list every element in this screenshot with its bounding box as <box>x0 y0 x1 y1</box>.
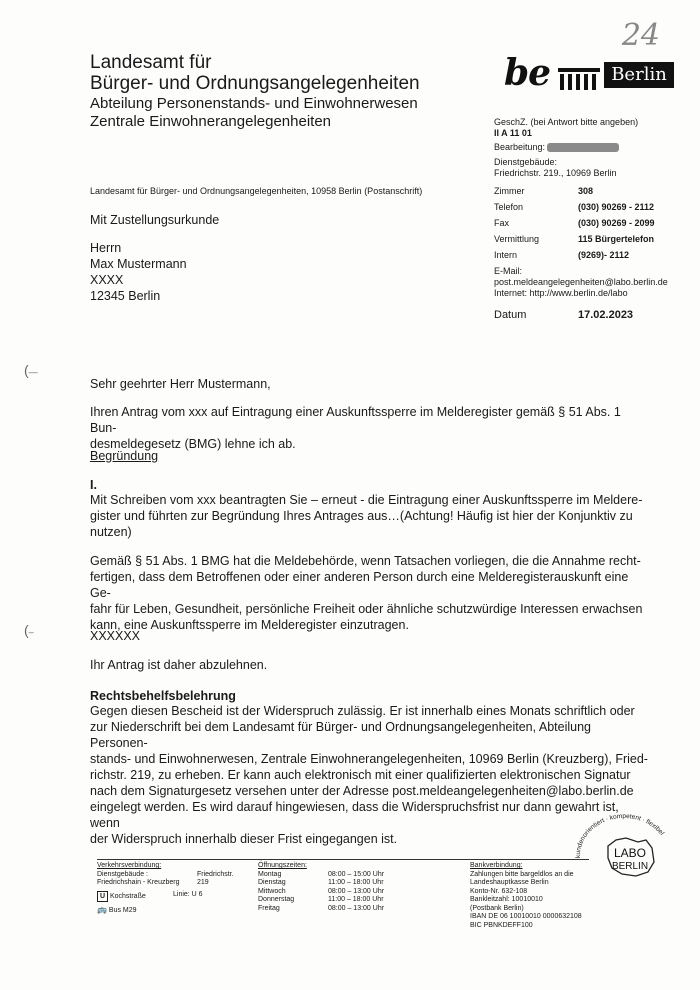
footer-bus <box>97 906 247 916</box>
reference-value: II A 11 01 <box>494 128 532 138</box>
organization-name <box>90 52 420 94</box>
org-line-3: Abteilung Personenstands- und Einwohnerwesen <box>90 95 418 112</box>
text-line: der Widerspruch innerhalb dieser Frist eingegangen ist. <box>90 832 398 846</box>
footer-text: Zahlungen bitte bargeldlos an die <box>470 870 574 878</box>
organization-department <box>90 95 418 131</box>
footer-text: Landeshauptkasse Berlin <box>470 879 549 886</box>
hours-row <box>258 888 398 897</box>
footer-text: Bus M29 <box>108 906 137 914</box>
text-line: Mit Schreiben vom xxx beantragten Sie – erneut - die Eintragung einer Auskunftssperre im Meldere- <box>90 493 643 507</box>
seal-line-1: LABO <box>613 846 647 860</box>
seal-arc-text: kundenorientiert · kompetent · flexibel <box>574 812 666 859</box>
row-label: Vermittlung <box>494 234 540 244</box>
sender-line: Landesamt für Bürger- und Ordnungsangelegenheiten, 10958 Berlin (Postanschrift) <box>90 186 423 196</box>
reference-label: GeschZ. (bei Antwort bitte angeben) <box>494 117 639 127</box>
section-roman: I. <box>90 478 97 492</box>
footer-text: Kochstraße <box>109 892 146 900</box>
recipient-name: Max Mustermann <box>90 257 187 271</box>
heading-begruendung: Begründung <box>90 449 159 463</box>
text-line: zur Niederschrift bei dem Landesamt für Bürger- und Ordnungsangelegenheiten, Abteilung Personen- <box>90 720 592 750</box>
text-line: stands- und Einwohnerwesen, Zentrale Einwohnerangelegenheiten, 10969 Berlin (Kreuzberg), Fried- <box>90 752 648 766</box>
margin-mark: (– <box>24 622 34 638</box>
bearbeitung <box>494 142 619 153</box>
text-line: nach dem Signaturgesetz versehen unter der Adresse post.meldeangelegenheiten@labo.berlin.de <box>90 784 634 798</box>
footer-divider <box>97 859 589 860</box>
text-line: nutzen) <box>90 525 132 539</box>
paragraph-application <box>90 492 650 540</box>
logo-be-text: be <box>504 52 551 94</box>
footer-opening-hours <box>258 862 398 913</box>
delivery-method: Mit Zustellungsurkunde <box>90 213 220 227</box>
text-line: richstr. 219, zu erheben. Er kann auch elektronisch mit einer qualifizierten elektronischen Signatur <box>90 768 631 782</box>
org-line-1: Landesamt für <box>90 52 212 73</box>
footer-text: 11:00 – 18:00 Uhr <box>328 896 384 903</box>
internet-link[interactable]: Internet: http://www.berlin.de/labo <box>494 288 628 298</box>
footer-text: (Postbank Berlin) <box>470 904 524 912</box>
hours-row <box>258 871 398 880</box>
row-value: 115 Bürgertelefon <box>578 234 655 244</box>
footer-ubahn <box>97 891 247 902</box>
footer-text: Friedrichshain - Kreuzberg <box>97 879 180 886</box>
berlin-logo <box>500 52 675 94</box>
footer-text: Montag <box>258 870 282 878</box>
footer-text: 11:00 – 18:00 Uhr <box>328 879 384 886</box>
row-value: (030) 90269 - 2112 <box>578 202 655 212</box>
footer-text: Mittwoch <box>258 887 286 895</box>
ubahn-icon: U <box>97 891 108 902</box>
row-label: Zimmer <box>494 186 525 196</box>
footer-text: 08:00 – 13:00 Uhr <box>328 887 385 895</box>
dienstgebaeude-label: Dienstgebäude: <box>494 157 558 167</box>
footer-text: Konto-Nr. 632-108 <box>470 887 528 895</box>
footer-bank <box>470 862 630 930</box>
seal-line-2: BERLIN <box>611 861 649 872</box>
date-value: 17.02.2023 <box>578 309 634 321</box>
recipient-city: 12345 Berlin <box>90 289 161 303</box>
paragraph-conclusion: Ihr Antrag ist daher abzulehnen. <box>90 658 268 672</box>
footer-text: Bankleitzahl: 10010010 <box>470 896 543 903</box>
footer-text: Freitag <box>258 904 280 912</box>
footer-text: 08:00 – 15:00 Uhr <box>328 870 385 878</box>
footer-text: BIC PBNKDEFF100 <box>470 921 533 929</box>
text-line: fertigen, dass dem Betroffenen oder einer anderen Person durch eine Melderegisterauskunft eine Ge- <box>90 570 629 600</box>
org-line-2: Bürger- und Ordnungsangelegenheiten <box>90 73 420 94</box>
footer-transport-title: Verkehrsverbindung: <box>97 862 162 869</box>
bus-icon: 🚌 <box>97 904 107 914</box>
footer-transport <box>97 862 247 915</box>
heading-rechtsbehelfsbelehrung: Rechtsbehelfsbelehrung <box>90 689 236 703</box>
row-label: Telefon <box>494 202 524 212</box>
brandenburg-gate-icon <box>558 68 600 90</box>
logo-berlin-box: Berlin <box>604 62 674 88</box>
placeholder-text: XXXXXX <box>90 629 141 643</box>
row-value: (030) 90269 - 2099 <box>578 218 655 228</box>
hours-row <box>258 905 398 914</box>
greeting: Sehr geehrter Herr Mustermann, <box>90 377 271 391</box>
footer-text: Friedrichstr. 219 <box>197 870 234 886</box>
footer-text: 08:00 – 13:00 Uhr <box>328 904 385 912</box>
bearbeitung-label: Bearbeitung: <box>494 142 546 152</box>
text-line: Gegen diesen Bescheid ist der Widerspruch zulässig. Er ist innerhalb eines Monats schriftlich oder <box>90 704 635 718</box>
paragraph-law <box>90 553 650 633</box>
date-label: Datum <box>494 309 527 321</box>
row-value: 308 <box>578 186 594 196</box>
org-line-4: Zentrale Einwohnerangelegenheiten <box>90 113 332 130</box>
redaction-mark <box>547 143 619 152</box>
email-link[interactable]: post.meldeangelegenheiten@labo.berlin.de <box>494 277 668 287</box>
footer-text: Dienstag <box>258 879 286 886</box>
text-line: kann, eine Auskunftssperre im Melderegister einzutragen. <box>90 618 409 632</box>
text-line: gister und führten zur Begründung Ihres Antrages aus…(Achtung! Häufig ist hier der Konjunktiv zu <box>90 509 633 523</box>
margin-mark: (— <box>24 362 38 378</box>
row-value: (9269)- 2112 <box>578 250 630 260</box>
text-line: fahr für Leben, Gesundheit, persönliche Freiheit oder ähnliche schutzwürdige Interessen erwachsen <box>90 602 643 616</box>
row-label: Intern <box>494 250 518 260</box>
handwritten-page-number: 24 <box>621 18 660 53</box>
recipient-block <box>90 212 219 304</box>
text-line: eingelegt werden. Es wird darauf hingewiesen, dass die Widerspruchsfrist nur dann gewahrt ist, wenn <box>90 800 619 830</box>
paragraph-legal-remedy <box>90 703 650 847</box>
hours-row <box>258 879 398 888</box>
footer-text: Linie: U 6 <box>173 890 203 898</box>
paragraph-decision <box>90 404 650 452</box>
hours-row <box>258 896 398 905</box>
footer-bank-title: Bankverbindung: <box>470 862 523 869</box>
email-label: E-Mail: <box>494 266 523 276</box>
footer-text: Donnerstag <box>258 896 295 903</box>
dienstgebaeude-value: Friedrichstr. 219., 10969 Berlin <box>494 168 617 178</box>
row-label: Fax <box>494 218 510 228</box>
text-line: desmeldegesetz (BMG) lehne ich ab. <box>90 437 296 451</box>
text-line: Gemäß § 51 Abs. 1 BMG hat die Meldebehörde, wenn Tatsachen vorliegen, die die Annahme recht- <box>90 554 641 568</box>
footer-text: Dienstgebäude : <box>97 870 148 878</box>
recipient-salutation: Herrn <box>90 241 122 255</box>
text-line: Ihren Antrag vom xxx auf Eintragung einer Auskunftssperre im Melderegister gemäß § 51 Abs. 1 Bun- <box>90 405 621 435</box>
footer-text: IBAN DE 06 10010010 0000632108 <box>470 913 582 920</box>
footer-hours-title: Öffnungszeiten: <box>258 862 307 869</box>
recipient-street: XXXX <box>90 273 124 287</box>
